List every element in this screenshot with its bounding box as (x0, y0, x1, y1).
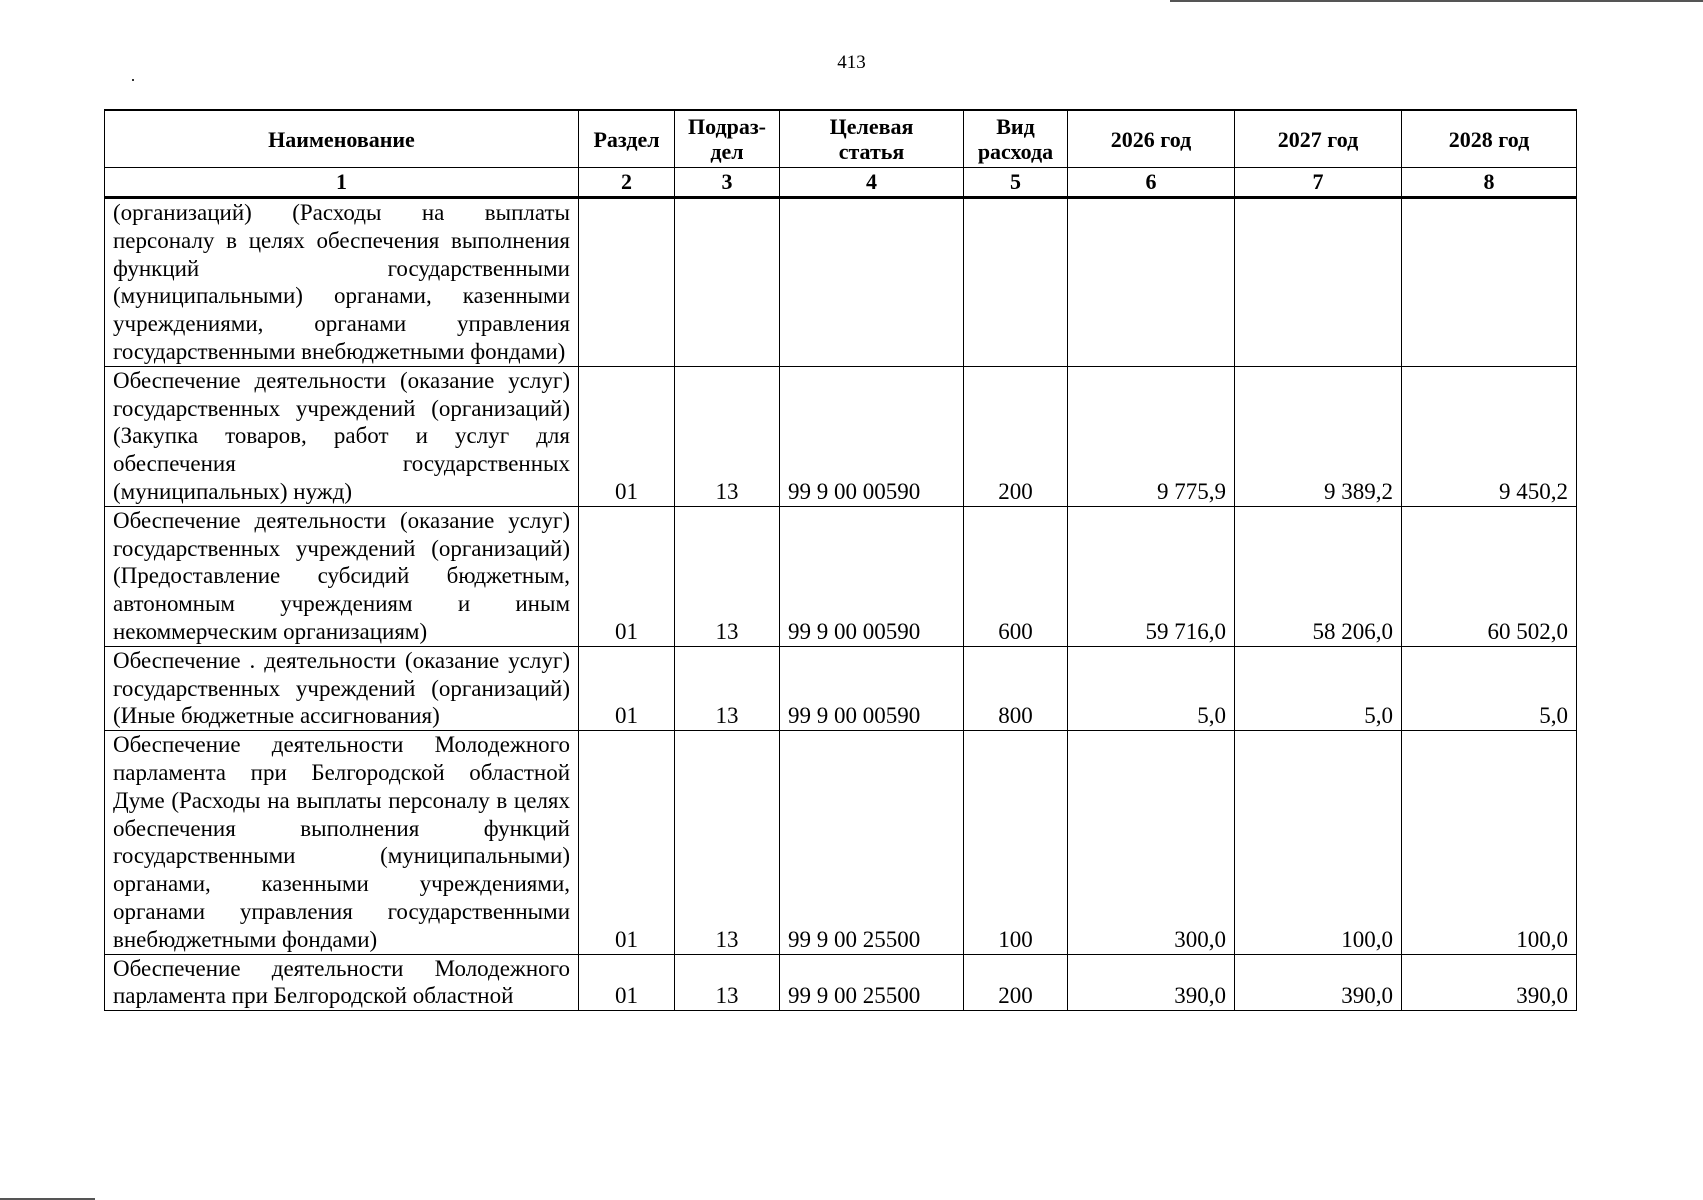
row-2026: 300,0 (1068, 731, 1235, 954)
column-number: 2 (579, 168, 675, 198)
row-razdel: 01 (579, 646, 675, 730)
header-2027: 2027 год (1235, 110, 1402, 168)
budget-table (104, 109, 1577, 1011)
header-celevaya-statya: Целевая статья (780, 110, 964, 168)
scan-speck (132, 79, 134, 81)
row-2028: 390,0 (1402, 954, 1577, 1011)
row-razdel: 01 (579, 954, 675, 1011)
row-2027: 9 389,2 (1235, 366, 1402, 506)
header-row (105, 110, 1577, 168)
row-2027: 58 206,0 (1235, 506, 1402, 646)
row-podrazdel (675, 198, 780, 367)
row-celevaya: 99 9 00 25500 (780, 731, 964, 954)
table-row (105, 731, 1577, 954)
row-podrazdel: 13 (675, 731, 780, 954)
table-row (105, 954, 1577, 1011)
row-name: Обеспечение деятельности (оказание услуг) государственных учреждений (организаций) (Предоставление субсидий бюджетным, автономным учреждениям и иным некоммерческим организациям) (105, 506, 579, 646)
row-2026: 59 716,0 (1068, 506, 1235, 646)
row-2028: 5,0 (1402, 646, 1577, 730)
row-vid: 200 (964, 954, 1068, 1011)
row-name: Обеспечение деятельности (оказание услуг) государственных учреждений (организаций) (Закупка товаров, работ и услуг для обеспечения государственных (муниципальных) нужд) (105, 366, 579, 506)
row-2028: 9 450,2 (1402, 366, 1577, 506)
header-2028: 2028 год (1402, 110, 1577, 168)
row-podrazdel: 13 (675, 366, 780, 506)
row-2028: 100,0 (1402, 731, 1577, 954)
table-row (105, 366, 1577, 506)
table-row (105, 506, 1577, 646)
row-razdel: 01 (579, 506, 675, 646)
table-row (105, 646, 1577, 730)
page-number: 413 (837, 52, 866, 73)
row-razdel (579, 198, 675, 367)
column-number: 7 (1235, 168, 1402, 198)
row-podrazdel: 13 (675, 954, 780, 1011)
row-name: Обеспечение деятельности Молодежного парламента при Белгородской областной Думе (Расходы на выплаты персоналу в целях обеспечения выполнения функций государственными (муниципальными) органами, казенными учреждениями, органами управления государственными внебюджетными фондами) (105, 731, 579, 954)
row-vid: 100 (964, 731, 1068, 954)
column-number: 4 (780, 168, 964, 198)
row-2027: 390,0 (1235, 954, 1402, 1011)
row-vid: 800 (964, 646, 1068, 730)
row-vid: 200 (964, 366, 1068, 506)
row-2027: 5,0 (1235, 646, 1402, 730)
row-name: Обеспечение деятельности Молодежного парламента при Белгородской областной (105, 954, 579, 1011)
row-2027 (1235, 198, 1402, 367)
row-celevaya: 99 9 00 00590 (780, 506, 964, 646)
header-podrazdel: Подраз- дел (675, 110, 780, 168)
row-razdel: 01 (579, 731, 675, 954)
column-number: 8 (1402, 168, 1577, 198)
row-2026 (1068, 198, 1235, 367)
row-2027: 100,0 (1235, 731, 1402, 954)
header-razdel: Раздел (579, 110, 675, 168)
row-celevaya (780, 198, 964, 367)
row-2028: 60 502,0 (1402, 506, 1577, 646)
table-row (105, 198, 1577, 367)
column-number: 3 (675, 168, 780, 198)
row-name: (организаций) (Расходы на выплаты персоналу в целях обеспечения выполнения функций государственными (муниципальными) органами, казенными учреждениями, органами управления государственными внебюджетными фондами) (105, 198, 579, 367)
header-vid-rashoda: Вид расхода (964, 110, 1068, 168)
row-razdel: 01 (579, 366, 675, 506)
row-podrazdel: 13 (675, 646, 780, 730)
row-celevaya: 99 9 00 00590 (780, 646, 964, 730)
row-2026: 9 775,9 (1068, 366, 1235, 506)
row-2026: 5,0 (1068, 646, 1235, 730)
row-2028 (1402, 198, 1577, 367)
row-celevaya: 99 9 00 25500 (780, 954, 964, 1011)
column-number: 5 (964, 168, 1068, 198)
row-vid: 600 (964, 506, 1068, 646)
row-vid (964, 198, 1068, 367)
header-2026: 2026 год (1068, 110, 1235, 168)
column-number: 6 (1068, 168, 1235, 198)
top-edge-rule (1170, 0, 1703, 2)
header-name: Наименование (105, 110, 579, 168)
row-name: Обеспечение . деятельности (оказание услуг) государственных учреждений (организаций) (Иные бюджетные ассигнования) (105, 646, 579, 730)
column-number-row (105, 168, 1577, 198)
row-2026: 390,0 (1068, 954, 1235, 1011)
column-number: 1 (105, 168, 579, 198)
row-celevaya: 99 9 00 00590 (780, 366, 964, 506)
row-podrazdel: 13 (675, 506, 780, 646)
